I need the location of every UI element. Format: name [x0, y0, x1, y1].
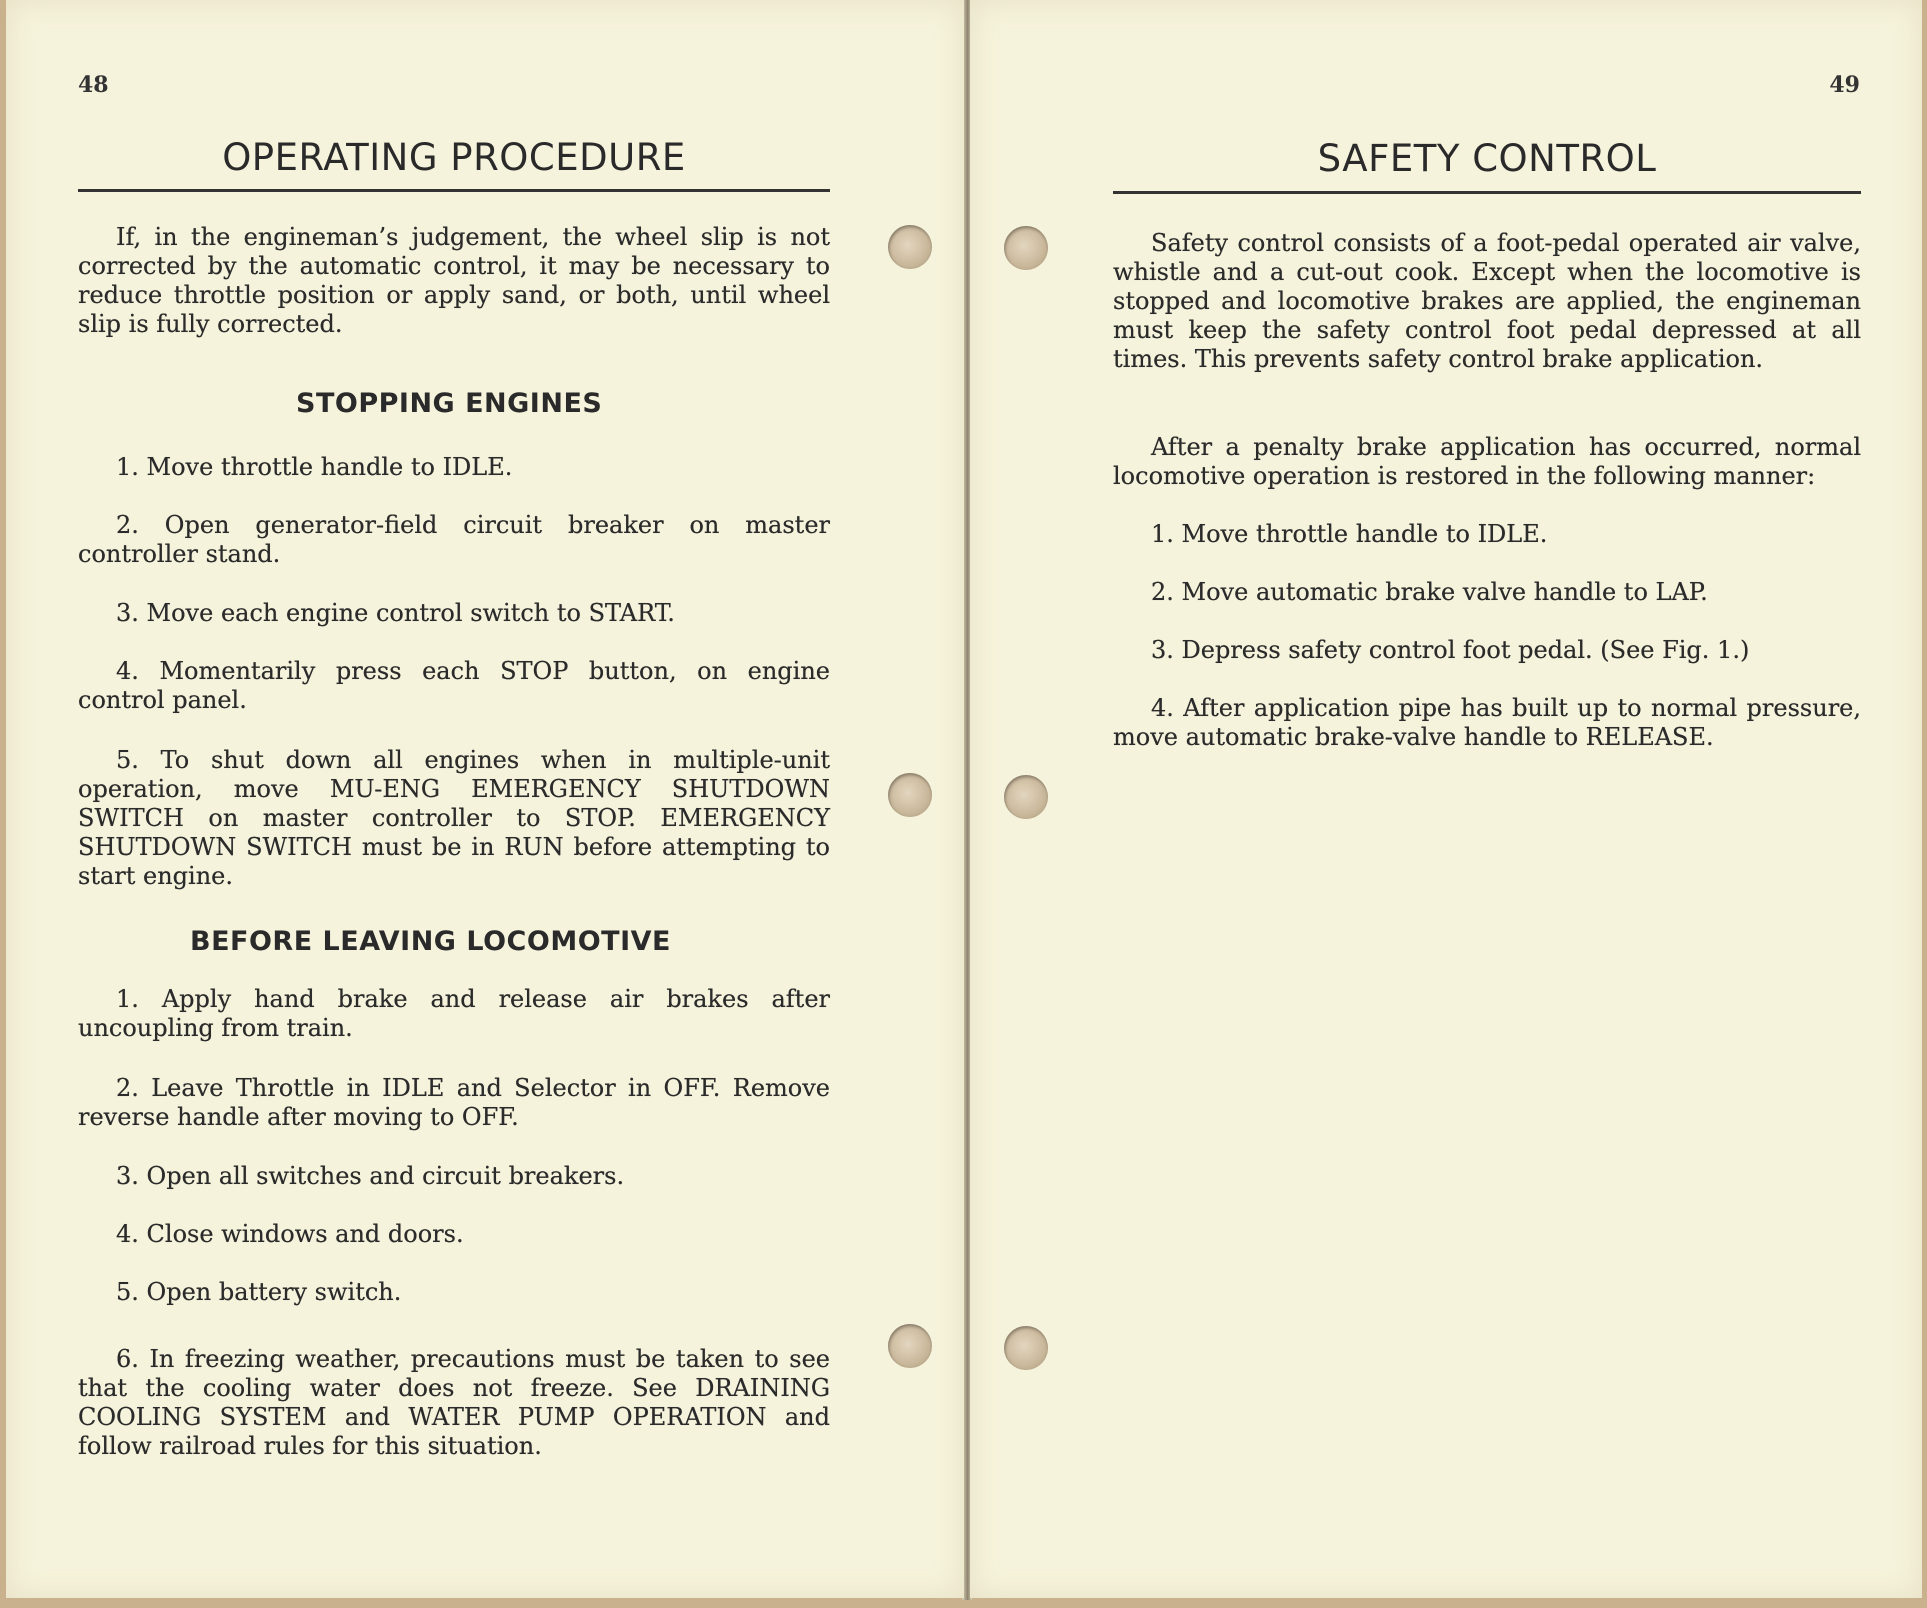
list-item: 2. Leave Throttle in IDLE and Selector in OFF. Remove reverse handle after moving to OFF. — [78, 1074, 830, 1131]
page-title: OPERATING PROCEDURE — [222, 136, 686, 179]
list-item: 6. In freezing weather, precautions must be taken to see that the cooling water does not freeze. See DRAINING COOLING SYSTEM and WATER PUMP OPERATION and follow railroad rules for this situation. — [78, 1345, 830, 1460]
list-item: 2. Move automatic brake valve handle to LAP. — [1151, 578, 1708, 606]
list-item: 5. To shut down all engines when in multiple-unit operation, move MU-ENG EMERGENCY SHUTDOWN SWITCH on master controller to STOP. EMERGENCY SHUTDOWN SWITCH must be in RUN before attempting to start engine. — [78, 746, 830, 890]
list-item: 1. Move throttle handle to IDLE. — [1151, 520, 1548, 548]
list-item: 1. Move throttle handle to IDLE. — [116, 453, 513, 481]
page-number: 49 — [1829, 72, 1860, 98]
page-number: 48 — [78, 72, 109, 98]
title-rule — [1113, 191, 1861, 194]
list-item: 1. Apply hand brake and release air brakes after uncoupling from train. — [78, 985, 830, 1042]
paragraph: After a penalty brake application has occurred, normal locomotive operation is restored in the following manner: — [1113, 433, 1861, 490]
intro-paragraph: If, in the engineman’s judgement, the wheel slip is not corrected by the automatic control, it may be necessary to reduce throttle position or apply sand, or both, until wheel slip is fully corrected. — [78, 223, 830, 338]
paragraph: Safety control consists of a foot-pedal operated air valve, whistle and a cut-out cook. Except when the locomotive is stopped and locomotive brakes are applied, the engineman must keep the safety control foot pedal depressed at all times. This prevents safety control brake application. — [1113, 229, 1861, 373]
page-title: SAFETY CONTROL — [1317, 137, 1657, 180]
binder-hole — [1004, 1326, 1048, 1370]
binder-hole — [888, 773, 932, 817]
binder-hole — [1004, 226, 1048, 270]
list-item: 2. Open generator-field circuit breaker on master controller stand. — [78, 511, 830, 568]
binder-hole — [888, 1324, 932, 1368]
list-item: 3. Move each engine control switch to START. — [116, 599, 675, 627]
binder-hole — [1004, 775, 1048, 819]
list-item: 5. Open battery switch. — [116, 1278, 402, 1306]
list-item: 4. Momentarily press each STOP button, on engine control panel. — [78, 657, 830, 714]
left-page — [6, 0, 964, 1598]
binder-hole — [888, 225, 932, 269]
list-item: 3. Depress safety control foot pedal. (See Fig. 1.) — [1151, 636, 1750, 664]
title-rule — [78, 189, 830, 192]
list-item: 3. Open all switches and circuit breakers. — [116, 1162, 625, 1190]
list-item: 4. Close windows and doors. — [116, 1220, 464, 1248]
list-item: 4. After application pipe has built up to normal pressure, move automatic brake-valve handle to RELEASE. — [1113, 694, 1861, 751]
section-heading-before-leaving: BEFORE LEAVING LOCOMOTIVE — [190, 926, 671, 957]
right-page — [970, 0, 1922, 1598]
section-heading-stopping-engines: STOPPING ENGINES — [296, 388, 603, 419]
